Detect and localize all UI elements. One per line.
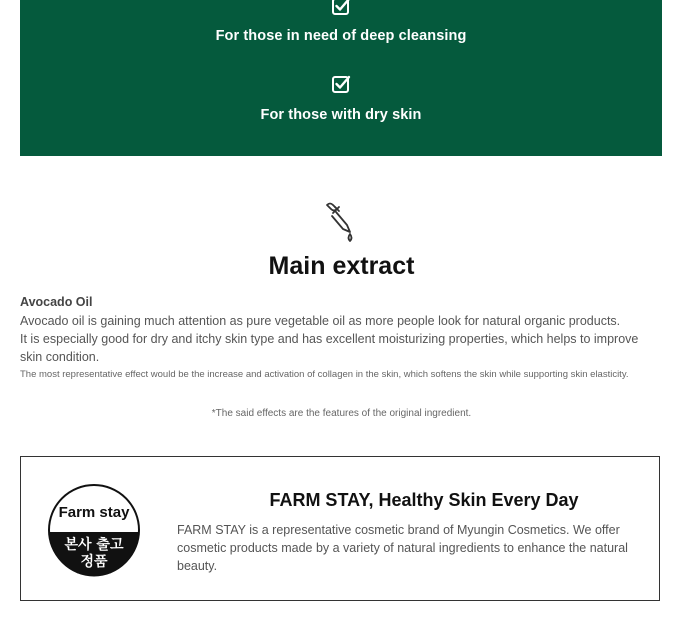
checkbox-checked-icon bbox=[331, 0, 351, 16]
ingredient-note: The most representative effect would be the increase and activation of collagen in the skin, which softens the skin while supporting skin elasticity. bbox=[20, 369, 629, 380]
dropper-icon bbox=[322, 201, 362, 245]
description-line: It is especially good for dry and itchy skin type and has excellent moisturizing properties, which helps to improve skin condition. bbox=[20, 332, 639, 364]
description-line: Avocado oil is gaining much attention as pure vegetable oil as more people look for natural organic products. bbox=[20, 314, 621, 328]
main-extract-title: Main extract bbox=[268, 252, 415, 280]
brand-box bbox=[20, 456, 660, 601]
brand-title: FARM STAY, Healthy Skin Every Day bbox=[269, 490, 579, 510]
ingredient-description bbox=[20, 312, 662, 366]
farmstay-logo bbox=[47, 483, 141, 577]
benefits-panel bbox=[20, 0, 662, 156]
effects-footnote: *The said effects are the features of the original ingredient. bbox=[211, 408, 472, 419]
logo-badge-line: 정품 bbox=[80, 554, 108, 570]
brand-description: FARM STAY is a representative cosmetic brand of Myungin Cosmetics. We offer cosmetic products made by a variety of natural ingredients to enhance the natural beauty. bbox=[177, 523, 628, 573]
logo-badge-line: 본사 출고 bbox=[64, 537, 124, 553]
ingredient-name: Avocado Oil bbox=[20, 295, 93, 309]
benefit-dry-skin: For those with dry skin bbox=[260, 107, 422, 123]
logo-wordmark: Farm stay bbox=[58, 504, 130, 521]
checkbox-checked-icon bbox=[331, 74, 351, 94]
benefit-deep-cleansing: For those in need of deep cleansing bbox=[215, 28, 467, 44]
